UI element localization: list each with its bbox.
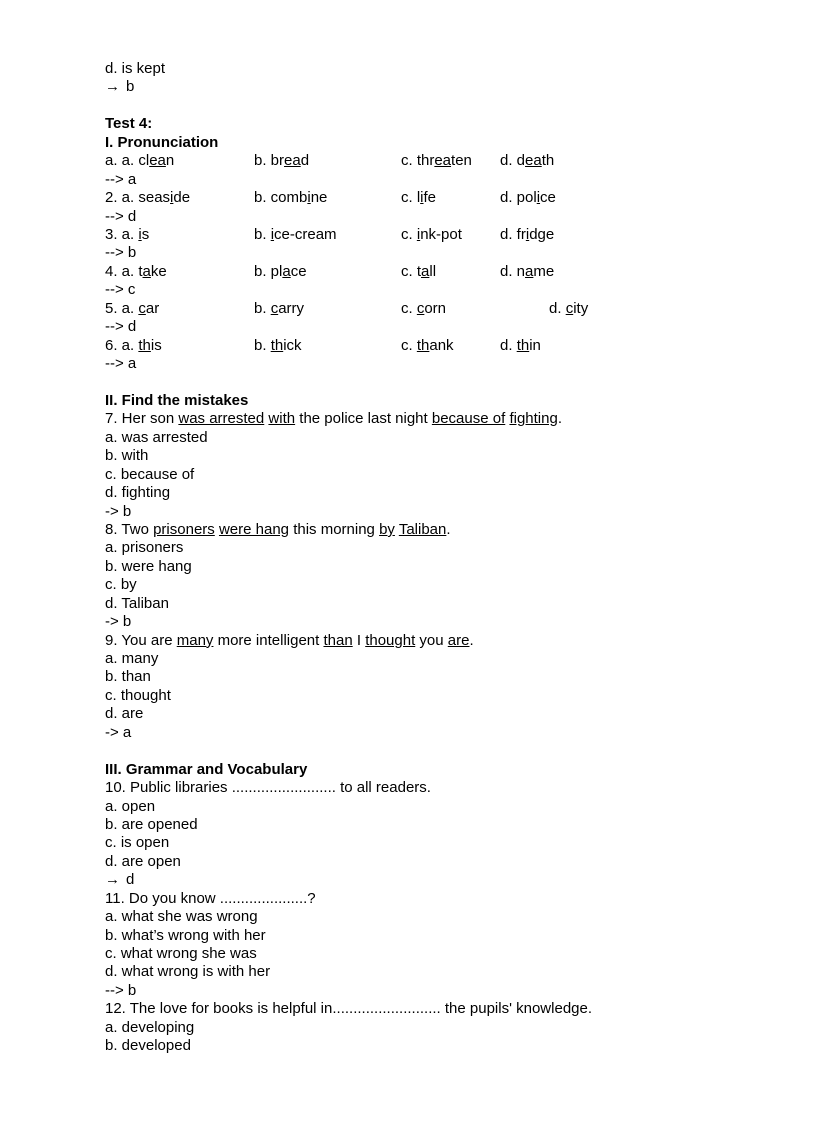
option-d <box>500 152 554 170</box>
option-text: b. <box>254 225 271 243</box>
answer-line: --> b <box>105 244 137 262</box>
option-text: in <box>529 336 541 354</box>
option-text: ar <box>145 299 160 317</box>
underlined-sound: a <box>142 262 151 280</box>
option-text: c. t <box>401 262 422 280</box>
answer-line: -> b <box>105 613 132 631</box>
option-text: ank <box>429 336 454 354</box>
option-text: ce-cream <box>274 225 337 243</box>
underlined-phrase: fighting <box>509 410 558 428</box>
pronunciation-list <box>105 152 785 373</box>
option-text: ne <box>310 189 328 207</box>
option-text: b. comb <box>254 189 308 207</box>
option-text: d. pol <box>500 189 537 207</box>
underlined-sound: ea <box>525 152 542 170</box>
pronunciation-row <box>105 263 785 281</box>
option-text: b. pl <box>254 262 283 280</box>
underlined-phrase: were hang <box>218 520 290 538</box>
option-text: s <box>141 225 150 243</box>
option-text: ity <box>573 299 589 317</box>
option-a: a. was arrested <box>105 428 208 446</box>
stem-text: . <box>557 410 562 428</box>
option-text: c. <box>401 299 417 317</box>
option-b <box>254 226 337 244</box>
option-text: 6. a. <box>105 336 139 354</box>
underlined-phrase: than <box>323 631 353 649</box>
option-text: ick <box>283 336 302 354</box>
stem-text: 9. You are <box>105 631 177 649</box>
section-title-mistakes: II. Find the mistakes <box>105 391 249 409</box>
option-c <box>401 263 436 281</box>
pronunciation-row <box>105 337 785 355</box>
option-b <box>254 263 307 281</box>
answer-line: -> a <box>105 723 132 741</box>
option-a <box>105 300 159 318</box>
option-a: a. many <box>105 650 159 667</box>
answer-value: b <box>126 78 135 96</box>
underlined-phrase: thought <box>365 631 416 649</box>
option-text: ll <box>429 262 437 280</box>
underlined-sound: i <box>307 189 311 207</box>
option-a <box>105 263 167 281</box>
underlined-phrase: prisoners <box>153 520 215 538</box>
option-text: b. br <box>254 152 285 170</box>
stem-text: this morning <box>289 520 380 538</box>
answer-line: --> d <box>105 207 137 225</box>
option-text: d. fr <box>500 225 526 243</box>
stem-text: more intelligent <box>213 631 324 649</box>
option-text: d. n <box>500 262 526 280</box>
option-d: d. is kept <box>105 60 166 77</box>
option-b: b. are opened <box>105 815 198 833</box>
stem-text: . <box>446 520 451 538</box>
underlined-sound: th <box>270 336 284 354</box>
underlined-sound: c <box>565 299 574 317</box>
question-10 <box>105 779 785 890</box>
option-text: is <box>150 336 162 354</box>
option-text: n <box>165 152 175 170</box>
option-b <box>254 300 304 318</box>
question-stem: 10. Public libraries ......................... to all readers. <box>105 779 431 797</box>
option-a: a. developing <box>105 1018 195 1036</box>
option-text: c. <box>401 225 417 243</box>
option-d: d. Taliban <box>105 594 169 612</box>
option-a <box>105 337 162 355</box>
option-text: 4. a. t <box>105 262 143 280</box>
option-c: c. by <box>105 576 137 594</box>
option-b: b. with <box>105 447 149 465</box>
underlined-sound: i <box>270 225 275 243</box>
option-text: 2. a. seas <box>105 189 171 207</box>
option-c: c. because of <box>105 465 195 483</box>
arrow-icon: → <box>105 871 120 889</box>
option-c: c. what wrong she was <box>105 945 257 962</box>
underlined-sound: ea <box>284 152 301 170</box>
underlined-phrase: Taliban <box>398 520 447 538</box>
option-d: d. are open <box>105 852 181 870</box>
option-a <box>105 152 174 170</box>
option-d <box>500 189 556 207</box>
stem-text: the police last night <box>295 410 432 428</box>
option-b <box>254 152 309 170</box>
option-text: d. <box>500 336 517 354</box>
section-title-grammar: III. Grammar and Vocabulary <box>105 760 308 778</box>
stem-text: 7. Her son <box>105 410 179 428</box>
option-b <box>254 337 302 355</box>
option-text: nk-pot <box>420 225 462 243</box>
answer-line: -> b <box>105 502 132 520</box>
underlined-sound: th <box>138 336 151 354</box>
underlined-phrase: many <box>176 631 214 649</box>
question-stem <box>105 521 785 539</box>
question-stem: 11. Do you know .....................? <box>105 889 316 907</box>
option-text: ke <box>150 262 167 280</box>
option-c: c. thought <box>105 686 171 704</box>
option-text: ce <box>540 189 556 207</box>
answer-value: d <box>126 871 135 889</box>
pronunciation-row <box>105 152 785 170</box>
option-c <box>401 152 472 170</box>
answer-line: --> c <box>105 281 136 299</box>
option-text: de <box>173 189 191 207</box>
option-d: d. are <box>105 705 144 723</box>
option-c <box>401 300 446 318</box>
option-d: d. fighting <box>105 484 171 502</box>
underlined-sound: a <box>525 262 534 280</box>
option-text: ten <box>451 152 472 170</box>
option-text: me <box>533 262 555 280</box>
underlined-phrase: are <box>447 631 470 649</box>
underlined-sound: i <box>138 225 142 243</box>
option-c: c. is open <box>105 834 170 852</box>
underlined-sound: th <box>516 336 530 354</box>
pronunciation-row <box>105 300 785 318</box>
answer-line <box>105 871 785 889</box>
section-title-pronunciation: I. Pronunciation <box>105 133 219 151</box>
option-text: d. d <box>500 152 526 170</box>
question-stem <box>105 632 785 650</box>
stem-text: . <box>469 631 474 649</box>
option-d <box>549 300 588 318</box>
underlined-sound: c <box>138 299 146 317</box>
option-d: d. what wrong is with her <box>105 963 271 981</box>
option-a: a. what she was wrong <box>105 908 258 926</box>
option-a: a. open <box>105 797 156 815</box>
option-text: d. <box>549 299 566 317</box>
underlined-sound: ea <box>434 152 452 170</box>
option-text: b. <box>254 299 271 317</box>
option-text: b. <box>254 336 271 354</box>
underlined-sound: ea <box>149 152 166 170</box>
underlined-phrase: because of <box>431 410 506 428</box>
answer-line: --> a <box>105 170 137 188</box>
answer-line <box>105 78 785 96</box>
option-c <box>401 226 462 244</box>
option-text: th <box>541 152 555 170</box>
underlined-sound: i <box>536 189 541 207</box>
option-text: ce <box>290 262 307 280</box>
question-stem <box>105 410 785 428</box>
underlined-sound: a <box>282 262 291 280</box>
option-b: b. developed <box>105 1037 191 1055</box>
option-text: c. thr <box>401 152 435 170</box>
option-c <box>401 337 454 355</box>
option-d <box>500 226 554 244</box>
option-text: 3. a. <box>105 225 139 243</box>
option-b: b. than <box>105 668 151 686</box>
question-11 <box>105 890 785 1001</box>
option-text: orn <box>424 299 447 317</box>
option-text: d <box>300 152 310 170</box>
option-b: b. were hang <box>105 557 192 575</box>
pronunciation-row <box>105 226 785 244</box>
underlined-sound: c <box>270 299 279 317</box>
stem-text: I <box>352 631 366 649</box>
option-d <box>500 263 554 281</box>
option-a <box>105 226 149 244</box>
option-text: 5. a. <box>105 299 139 317</box>
option-d <box>500 337 541 355</box>
underlined-phrase: with <box>268 410 296 428</box>
test-title: Test 4: <box>105 115 153 133</box>
underlined-sound: a <box>421 262 430 280</box>
question-9 <box>105 632 785 743</box>
stem-text: 8. Two <box>105 520 154 538</box>
underlined-sound: th <box>416 336 430 354</box>
question-7 <box>105 410 785 521</box>
option-text: arry <box>278 299 305 317</box>
question-stem: 12. The love for books is helpful in.......................... the pupils' knowledge. <box>105 1000 593 1018</box>
stem-text: you <box>415 631 448 649</box>
underlined-sound: i <box>525 225 530 243</box>
answer-line: --> b <box>105 981 137 999</box>
option-text: a. a. cl <box>105 152 150 170</box>
option-b: b. what’s wrong with her <box>105 926 266 944</box>
question-8 <box>105 521 785 632</box>
underlined-sound: i <box>170 189 174 207</box>
answer-line: --> a <box>105 355 137 372</box>
arrow-icon: → <box>105 78 120 96</box>
option-b <box>254 189 327 207</box>
underlined-phrase: was arrested <box>178 410 265 428</box>
option-a: a. prisoners <box>105 539 184 557</box>
document-page <box>105 60 785 1056</box>
answer-line: --> d <box>105 318 137 336</box>
underlined-sound: c <box>416 299 425 317</box>
option-text: c. l <box>401 189 421 207</box>
option-text: dge <box>529 225 555 243</box>
option-text: fe <box>423 189 437 207</box>
pronunciation-row <box>105 189 785 207</box>
underlined-sound: i <box>416 225 421 243</box>
underlined-sound: i <box>420 189 424 207</box>
option-a <box>105 189 190 207</box>
option-c <box>401 189 436 207</box>
underlined-phrase: by <box>379 520 395 538</box>
option-text: c. <box>401 336 417 354</box>
question-12 <box>105 1000 785 1055</box>
